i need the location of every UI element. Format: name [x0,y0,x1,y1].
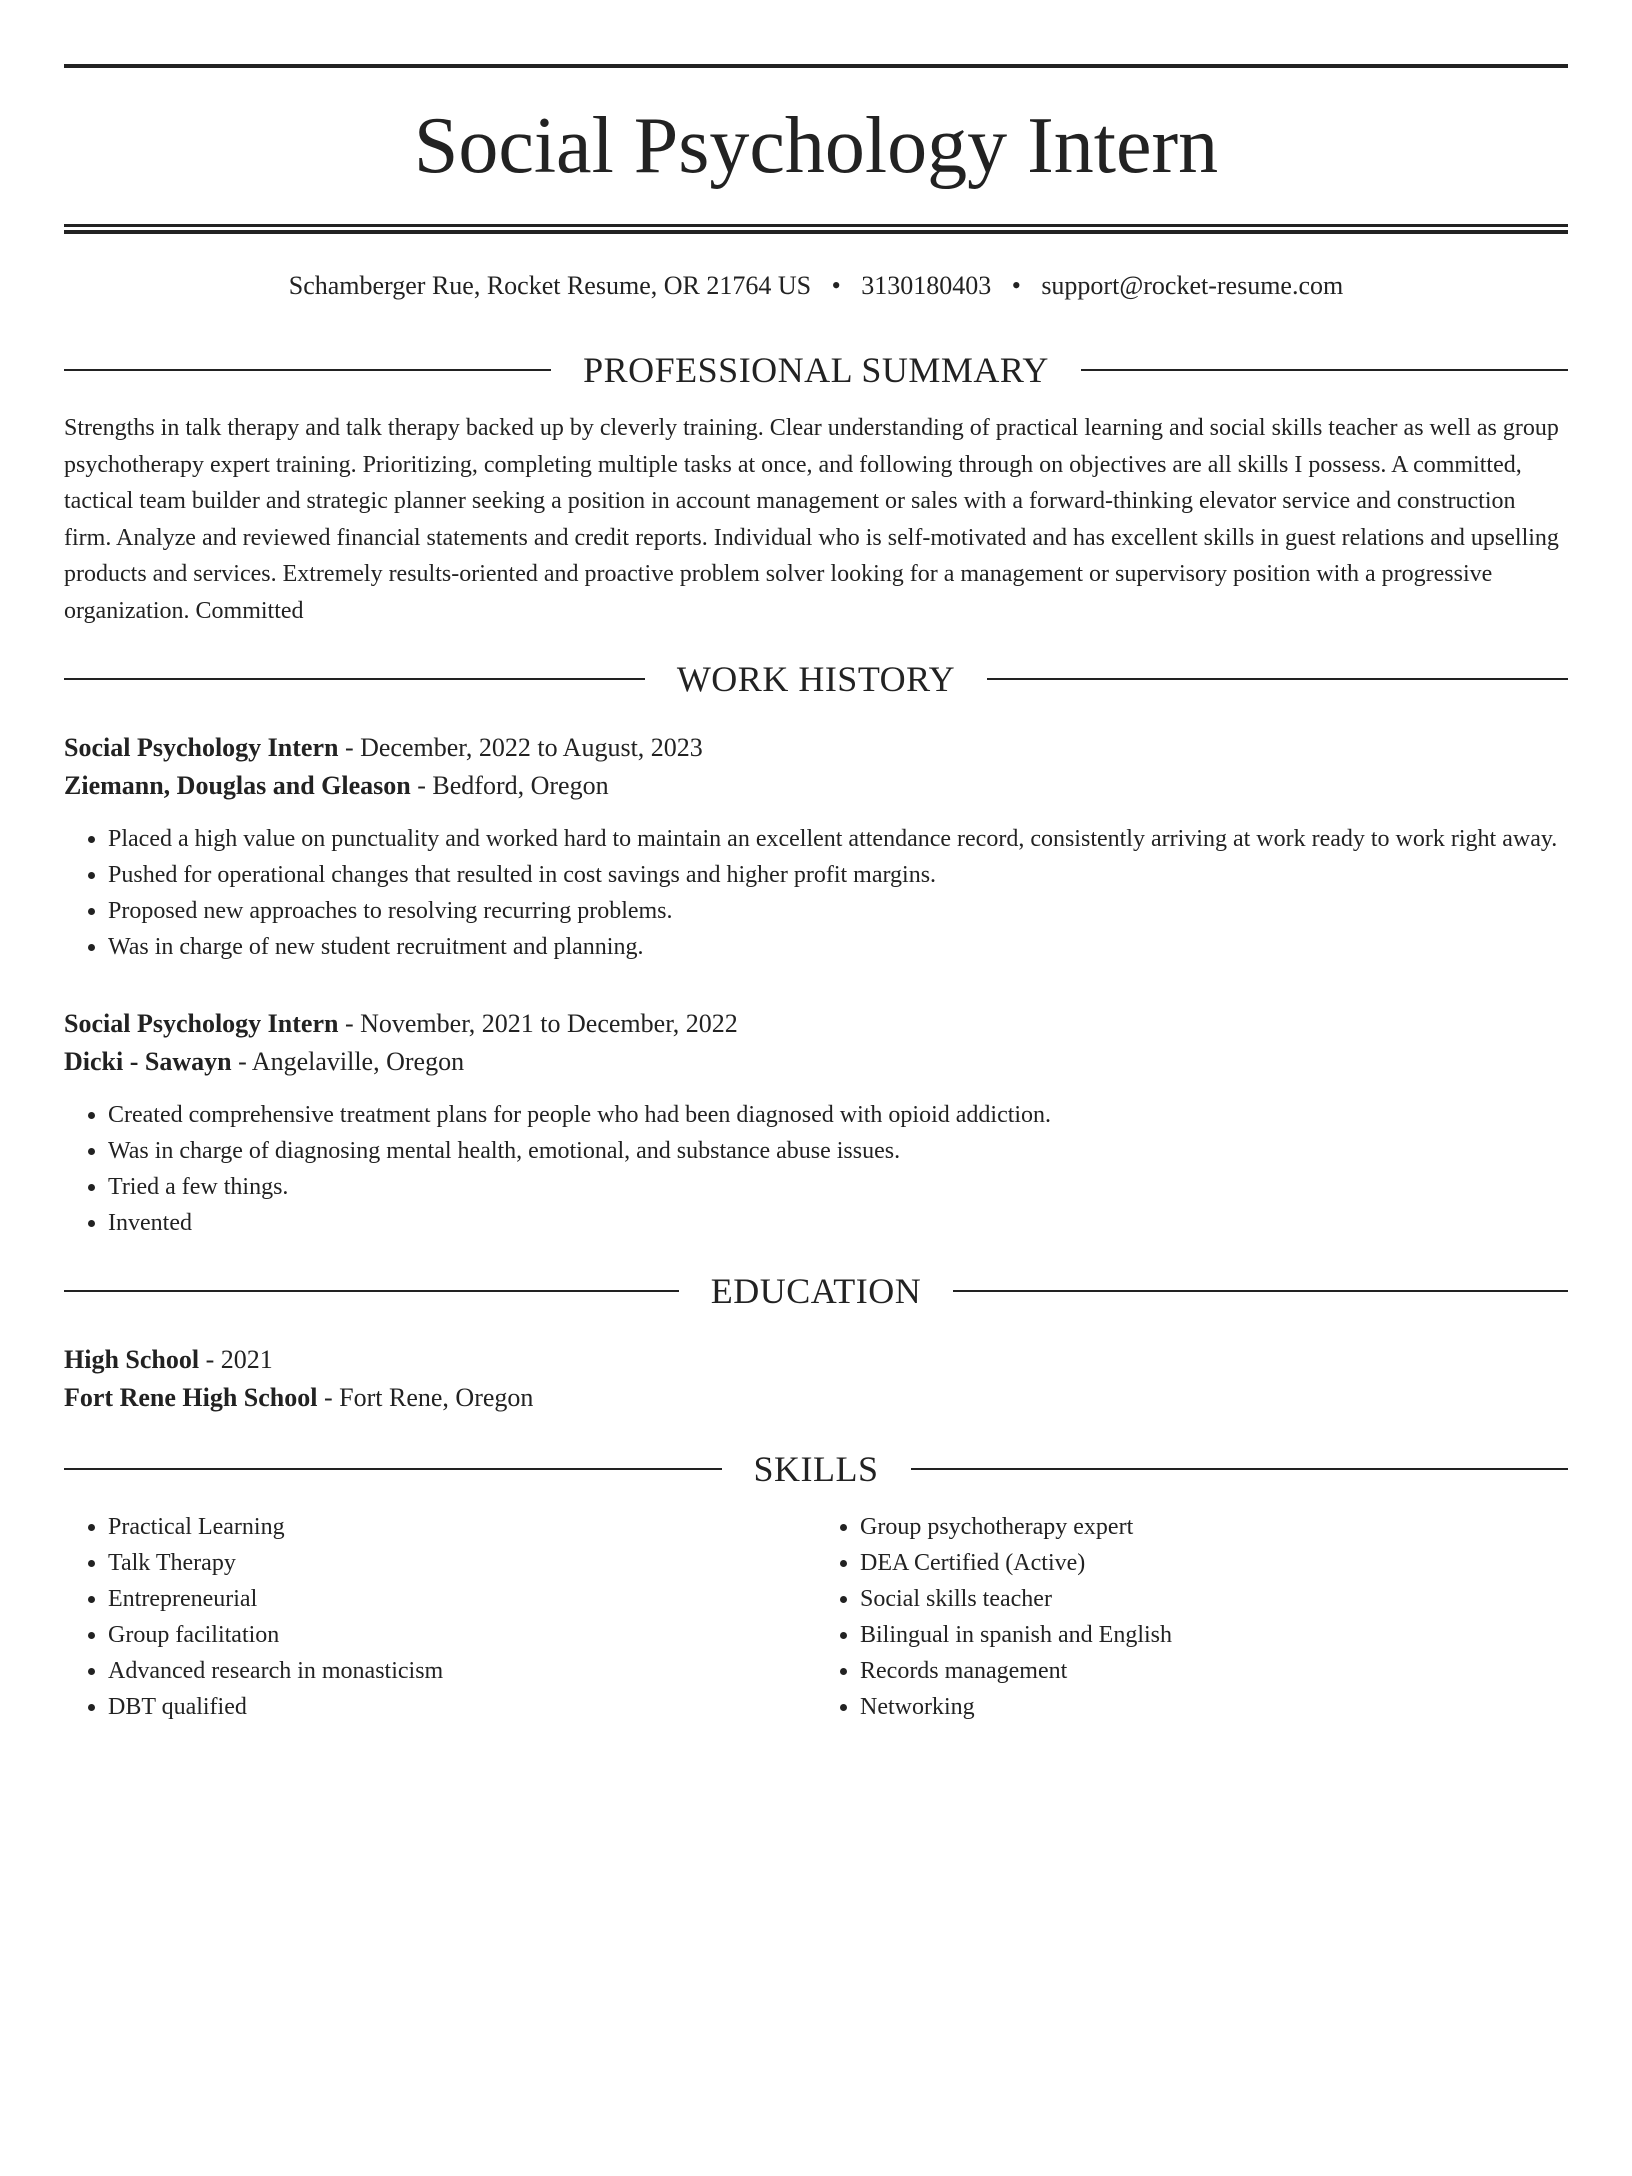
divider-line [911,1468,1569,1470]
job-bullet: • Tried a few things. [108,1169,1568,1205]
job-entry [64,1005,1568,1241]
education-school: Fort Rene High School [64,1383,318,1412]
job-company-line [64,1043,1568,1081]
skill-item: • Bilingual in spanish and English [860,1617,1568,1653]
job-bullet: • Was in charge of new student recruitment and planning. [108,929,1568,965]
divider-line [1081,369,1568,371]
job-location: - Angelaville, Oregon [231,1047,465,1076]
work-section-heading [64,657,1568,701]
resume-page [0,64,1632,2176]
contact-phone: 3130180403 [861,271,992,300]
job-bullet: • Invented [108,1205,1568,1241]
job-location: - Bedford, Oregon [410,771,609,800]
education-year: - 2021 [199,1345,273,1374]
skill-item: • Group facilitation [108,1617,816,1653]
skill-item: • Social skills teacher [860,1581,1568,1617]
divider-line [64,1290,679,1292]
job-dates: - December, 2022 to August, 2023 [338,733,703,762]
skills-list-left [64,1509,816,1725]
header-top-rule [64,64,1568,68]
skill-item: • Networking [860,1689,1568,1725]
job-title: Social Psychology Intern [64,733,339,762]
skills-heading: SKILLS [753,1449,879,1489]
divider-line [953,1290,1568,1292]
divider-line [987,678,1568,680]
contact-line [64,268,1568,304]
candidate-name: Social Psychology Intern [413,102,1219,190]
work-heading: WORK HISTORY [676,659,956,699]
skills-section-heading [64,1447,1568,1491]
job-title-line [64,1005,1568,1043]
education-degree-line [64,1341,1568,1379]
education-degree: High School [64,1345,200,1374]
skills-columns [64,1509,1568,1725]
skill-item: • DEA Certified (Active) [860,1545,1568,1581]
job-bullets [64,1097,1568,1241]
contact-email: support@rocket-resume.com [1041,271,1344,300]
job-bullet: • Created comprehensive treatment plans for people who had been diagnosed with opioid addiction. [108,1097,1568,1133]
job-bullet: • Was in charge of diagnosing mental health, emotional, and substance abuse issues. [108,1133,1568,1169]
skill-item: • Group psychotherapy expert [860,1509,1568,1545]
contact-separator: • [831,271,841,300]
skill-item: • DBT qualified [108,1689,816,1725]
education-location: - Fort Rene, Oregon [317,1383,534,1412]
contact-separator: • [1011,271,1021,300]
summary-heading: PROFESSIONAL SUMMARY [583,350,1049,390]
skill-item: • Records management [860,1653,1568,1689]
header-double-rule [64,224,1568,234]
job-bullet: • Pushed for operational changes that resulted in cost savings and higher profit margins. [108,857,1568,893]
job-company-line [64,767,1568,805]
contact-address: Schamberger Rue, Rocket Resume, OR 21764 US [288,271,812,300]
summary-section-heading [64,348,1568,392]
job-bullets [64,821,1568,965]
divider-line [64,1468,722,1470]
job-company: Ziemann, Douglas and Gleason [64,771,411,800]
skill-item: • Practical Learning [108,1509,816,1545]
skill-item: • Advanced research in monasticism [108,1653,816,1689]
summary-text: Strengths in talk therapy and talk therapy backed up by cleverly training. Clear understanding of practical learning and social skills teacher as well as group psychotherapy expert training. Prioritizing, completing multiple tasks at once, and following through on objectives are all skills I possess. A committed, tactical team builder and strategic planner seeking a position in account management or sales with a forward-thinking elevator service and construction firm. Analyze and reviewed financial statements and credit reports. Individual who is self-motivated and has excellent skills in guest relations and upselling products and services. Extremely results-oriented and proactive problem solver looking for a management or supervisory position with a progressive organization. Committed [64,415,1559,624]
job-title: Social Psychology Intern [64,1009,339,1038]
skills-list-right [816,1509,1568,1725]
skill-item: • Talk Therapy [108,1545,816,1581]
education-heading: EDUCATION [710,1271,922,1311]
job-dates: - November, 2021 to December, 2022 [338,1009,738,1038]
job-entry [64,729,1568,965]
job-company: Dicki - Sawayn [64,1047,232,1076]
education-section-heading [64,1269,1568,1313]
divider-line [64,678,645,680]
education-entry [64,1341,1568,1417]
job-bullet: • Placed a high value on punctuality and worked hard to maintain an excellent attendance record, consistently arriving at work ready to work right away. [108,821,1568,857]
job-bullet: • Proposed new approaches to resolving recurring problems. [108,893,1568,929]
skill-item: • Entrepreneurial [108,1581,816,1617]
job-title-line [64,729,1568,767]
divider-line [64,369,551,371]
education-school-line [64,1379,1568,1417]
